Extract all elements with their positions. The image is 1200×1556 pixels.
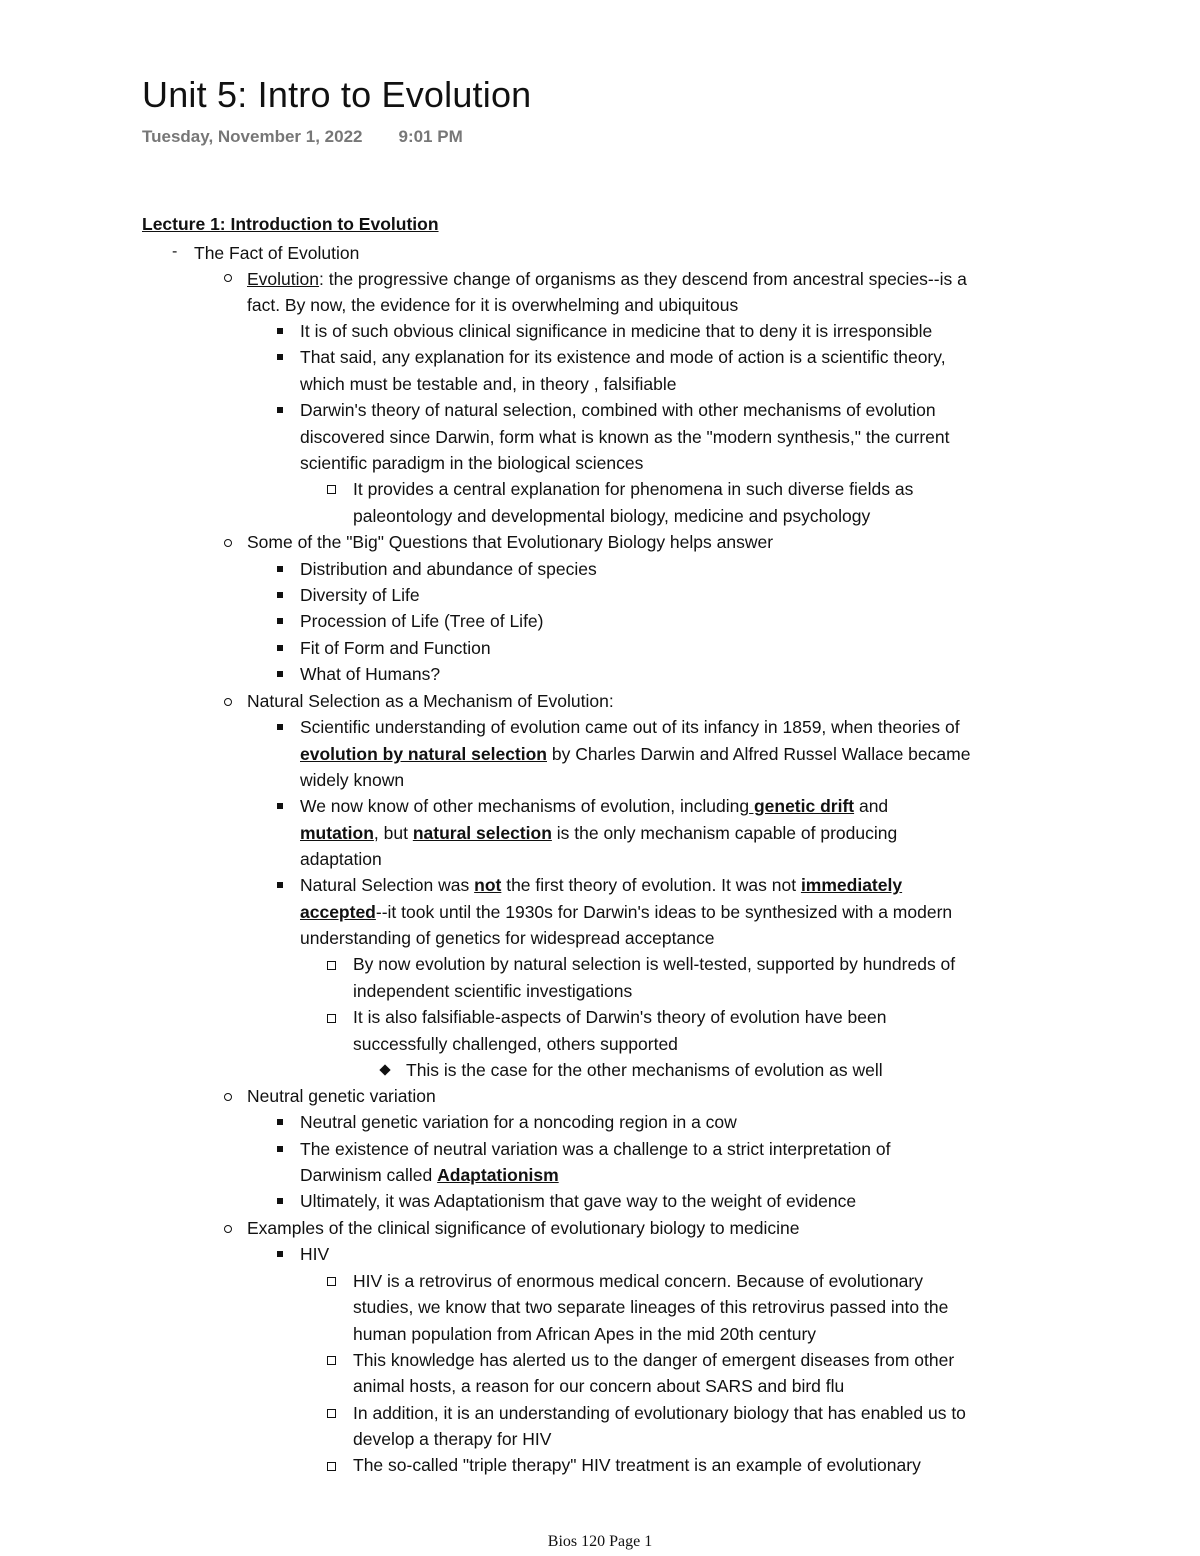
square-bullet-icon — [277, 328, 283, 334]
square-bullet-icon — [277, 645, 283, 651]
list-item: That said, any explanation for its existence and mode of action is a scientific theory, — [300, 347, 946, 367]
list-item-continued: accepted--it took until the 1930s for Darwin's ideas to be synthesized with a modern — [300, 902, 953, 922]
list-item: What of Humans? — [300, 664, 441, 684]
list-item: We now know of other mechanisms of evolution, including genetic drift and — [300, 796, 889, 816]
list-item-continued: studies, we know that two separate lineages of this retrovirus passed into the — [353, 1297, 949, 1317]
square-bullet-icon — [277, 618, 283, 624]
square-bullet-icon — [277, 803, 283, 809]
list-item: HIV — [300, 1244, 330, 1264]
list-item: Scientific understanding of evolution came out of its infancy in 1859, when theories of — [300, 717, 960, 737]
term-mutation: mutation — [300, 823, 374, 843]
list-item-continued: mutation, but natural selection is the only mechanism capable of producing — [300, 823, 898, 843]
square-bullet-icon — [277, 566, 283, 572]
hollow-square-bullet-icon — [327, 1409, 336, 1418]
term-immediately: immediately — [800, 875, 903, 895]
list-item-continued: Darwinism called Adaptationism — [300, 1165, 559, 1185]
list-item-continued: human population from African Apes in the mid 20th century — [353, 1324, 817, 1344]
list-item-continued: widely known — [300, 770, 405, 790]
list-item: Fit of Form and Function — [300, 638, 491, 658]
hollow-square-bullet-icon — [327, 1277, 336, 1286]
square-bullet-icon — [277, 1198, 283, 1204]
hollow-square-bullet-icon — [327, 485, 336, 494]
list-item: This knowledge has alerted us to the danger of emergent diseases from other — [353, 1350, 955, 1370]
circle-bullet-icon — [224, 539, 232, 547]
list-item-continued: animal hosts, a reason for our concern about SARS and bird flu — [353, 1376, 845, 1396]
list-item: It is of such obvious clinical significance in medicine that to deny it is irresponsible — [300, 321, 933, 341]
list-item: Distribution and abundance of species — [300, 559, 597, 579]
list-item: Darwin's theory of natural selection, combined with other mechanisms of evolution — [300, 400, 936, 420]
square-bullet-icon — [277, 1119, 283, 1125]
term-evolution: Evolution — [247, 269, 319, 289]
circle-bullet-icon — [224, 698, 232, 706]
term-natural-selection: natural selection — [412, 823, 552, 843]
list-item-continued: discovered since Darwin, form what is known as the "modern synthesis," the current — [300, 427, 950, 447]
square-bullet-icon — [277, 671, 283, 677]
list-item: Natural Selection as a Mechanism of Evolution: — [247, 691, 614, 711]
square-bullet-icon — [277, 1146, 283, 1152]
list-item: Diversity of Life — [300, 585, 420, 605]
circle-bullet-icon — [224, 1225, 232, 1233]
list-item-continued: fact. By now, the evidence for it is overwhelming and ubiquitous — [247, 295, 739, 315]
list-item-continued: adaptation — [300, 849, 382, 869]
list-item-continued: independent scientific investigations — [353, 981, 633, 1001]
square-bullet-icon — [277, 354, 283, 360]
list-item-continued: understanding of genetics for widespread acceptance — [300, 928, 715, 948]
list-item: Examples of the clinical significance of evolutionary biology to medicine — [247, 1218, 800, 1238]
hollow-square-bullet-icon — [327, 1462, 336, 1471]
lecture-heading: Lecture 1: Introduction to Evolution — [142, 214, 439, 234]
list-item: Evolution: the progressive change of organisms as they descend from ancestral species--is a — [247, 269, 967, 289]
list-item-continued: scientific paradigm in the biological sciences — [300, 453, 644, 473]
list-item-continued: develop a therapy for HIV — [353, 1429, 552, 1449]
list-item: Neutral genetic variation — [247, 1086, 436, 1106]
list-item-continued: which must be testable and, in theory , falsifiable — [300, 374, 677, 394]
list-item: Natural Selection was not the first theory of evolution. It was not immediately — [300, 875, 903, 895]
page-date: Tuesday, November 1, 2022 — [142, 127, 363, 146]
page-footer: Bios 120 Page 1 — [547, 1533, 653, 1550]
term-genetic-drift: genetic drift — [749, 796, 855, 816]
circle-bullet-icon — [224, 1093, 232, 1101]
list-item: Neutral genetic variation for a noncoding region in a cow — [300, 1112, 737, 1132]
hollow-square-bullet-icon — [327, 1356, 336, 1365]
hollow-square-bullet-icon — [327, 961, 336, 970]
term-accepted: accepted — [300, 902, 376, 922]
square-bullet-icon — [277, 724, 283, 730]
square-bullet-icon — [277, 592, 283, 598]
list-item: Procession of Life (Tree of Life) — [300, 611, 544, 631]
term-evolution-by-natural-selection: evolution by natural selection — [300, 744, 547, 764]
list-item-continued: evolution by natural selection by Charles Darwin and Alfred Russel Wallace became — [300, 744, 971, 764]
list-item: This is the case for the other mechanisms of evolution as well — [406, 1060, 883, 1080]
term-not: not — [474, 875, 502, 895]
list-item: It is also falsifiable-aspects of Darwin's theory of evolution have been — [353, 1007, 887, 1027]
page-title: Unit 5: Intro to Evolution — [142, 74, 532, 115]
list-item-continued: successfully challenged, others supported — [353, 1034, 678, 1054]
list-item: The so-called "triple therapy" HIV treatment is an example of evolutionary — [353, 1455, 921, 1475]
diamond-bullet-icon — [379, 1064, 390, 1075]
hollow-square-bullet-icon — [327, 1014, 336, 1023]
list-item: It provides a central explanation for phenomena in such diverse fields as — [353, 479, 914, 499]
square-bullet-icon — [277, 882, 283, 888]
page-timestamp — [142, 127, 463, 147]
square-bullet-icon — [277, 407, 283, 413]
list-item: Ultimately, it was Adaptationism that gave way to the weight of evidence — [300, 1191, 857, 1211]
list-item: By now evolution by natural selection is well-tested, supported by hundreds of — [353, 954, 956, 974]
dash-bullet-icon: - — [172, 243, 178, 260]
page-time: 9:01 PM — [398, 127, 463, 146]
list-item: Some of the "Big" Questions that Evolutionary Biology helps answer — [247, 532, 774, 552]
list-item: The existence of neutral variation was a challenge to a strict interpretation of — [300, 1139, 891, 1159]
list-item: HIV is a retrovirus of enormous medical concern. Because of evolutionary — [353, 1271, 923, 1291]
list-item-continued: paleontology and developmental biology, medicine and psychology — [353, 506, 871, 526]
circle-bullet-icon — [224, 274, 232, 282]
term-adaptationism: Adaptationism — [437, 1165, 559, 1185]
list-item: In addition, it is an understanding of evolutionary biology that has enabled us to — [353, 1403, 966, 1423]
list-item: The Fact of Evolution — [194, 243, 360, 263]
square-bullet-icon — [277, 1251, 283, 1257]
